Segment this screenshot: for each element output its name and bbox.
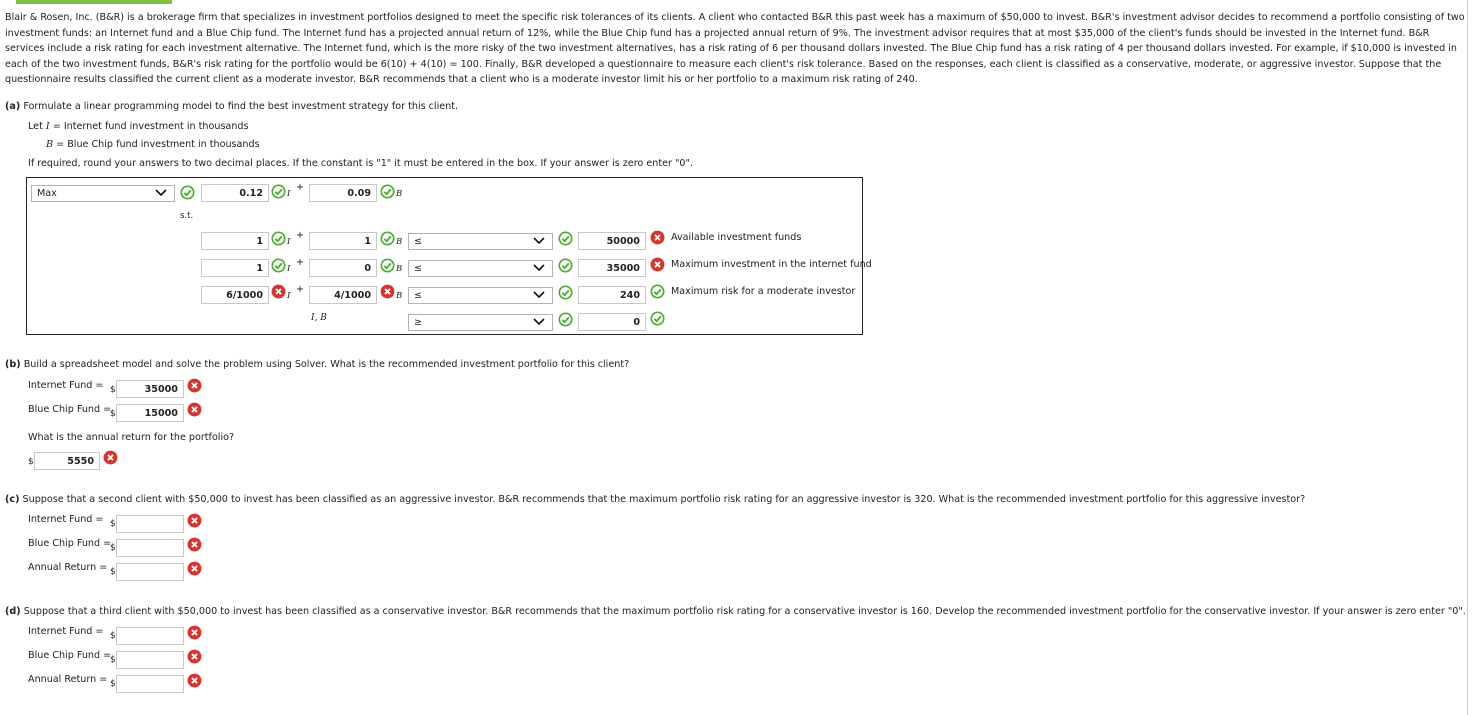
- x-circle-icon: [380, 284, 395, 299]
- constraint2-coef-i-input[interactable]: 1: [201, 259, 269, 277]
- constraint1-operator-select[interactable]: ≤: [408, 233, 553, 250]
- part-a-instructions: If required, round your answers to two decimal places. If the constant is "1" it must be entered in the box. If your answer is zero enter "0".: [28, 158, 693, 169]
- part-a-question: (a) Formulate a linear programming model to find the best investment strategy for this client.: [5, 101, 459, 112]
- var-b-label: B: [396, 291, 403, 301]
- b-internet-fund-input[interactable]: 35000: [116, 380, 184, 398]
- plus-sign: +: [296, 182, 305, 193]
- x-circle-icon: [103, 450, 118, 465]
- bluechip-fund-label: Blue Chip Fund =: [28, 538, 112, 549]
- check-circle-icon: [380, 184, 395, 199]
- x-circle-icon: [187, 378, 202, 393]
- var-i-label: I: [287, 237, 291, 247]
- x-circle-icon: [650, 230, 665, 245]
- x-circle-icon: [187, 625, 202, 640]
- c-internet-fund-input[interactable]: [116, 515, 184, 533]
- check-circle-icon: [271, 231, 286, 246]
- x-circle-icon: [650, 257, 665, 272]
- check-circle-icon: [271, 258, 286, 273]
- currency-symbol: $: [110, 567, 116, 577]
- var-i-label: I: [287, 189, 291, 199]
- check-circle-icon: [380, 231, 395, 246]
- currency-symbol: $: [110, 655, 116, 665]
- constraint2-coef-b-input[interactable]: 0: [309, 259, 377, 277]
- check-circle-icon: [380, 258, 395, 273]
- check-circle-icon: [558, 285, 573, 300]
- c-bluechip-fund-input[interactable]: [116, 539, 184, 557]
- nonneg-operator-select[interactable]: ≥: [408, 314, 553, 331]
- constraint2-description: Maximum investment in the internet fund: [671, 259, 872, 270]
- chevron-down-icon: [532, 289, 546, 301]
- chevron-down-icon: [532, 262, 546, 274]
- right-border: [1467, 0, 1468, 715]
- check-circle-icon: [558, 231, 573, 246]
- currency-symbol: $: [28, 457, 34, 467]
- let-b-definition: B = Blue Chip fund investment in thousands: [46, 139, 260, 150]
- objective-coef-i-input[interactable]: 0.12: [201, 184, 269, 202]
- b-bluechip-fund-input[interactable]: 15000: [116, 404, 184, 422]
- constraint1-rhs-input[interactable]: 50000: [578, 232, 646, 250]
- chevron-down-icon: [532, 316, 546, 328]
- var-b-label: B: [396, 264, 403, 274]
- d-annual-return-input[interactable]: [116, 675, 184, 693]
- check-circle-icon: [650, 311, 665, 326]
- x-circle-icon: [271, 284, 286, 299]
- plus-sign: +: [296, 230, 305, 241]
- currency-symbol: $: [110, 543, 116, 553]
- x-circle-icon: [187, 673, 202, 688]
- var-b-label: B: [396, 237, 403, 247]
- constraint1-coef-b-input[interactable]: 1: [309, 232, 377, 250]
- x-circle-icon: [187, 513, 202, 528]
- constraint2-rhs-input[interactable]: 35000: [578, 259, 646, 277]
- x-circle-icon: [187, 537, 202, 552]
- nonneg-vars-label: I, B: [311, 313, 327, 323]
- constraint2-operator-select[interactable]: ≤: [408, 260, 553, 277]
- internet-fund-label: Internet Fund =: [28, 626, 104, 637]
- x-circle-icon: [187, 561, 202, 576]
- b-annual-return-input[interactable]: 5550: [34, 452, 100, 470]
- constraint1-description: Available investment funds: [671, 232, 802, 243]
- check-circle-icon: [180, 185, 195, 200]
- currency-symbol: $: [110, 631, 116, 641]
- internet-fund-label: Internet Fund =: [28, 380, 104, 391]
- annual-return-label: Annual Return =: [28, 562, 108, 573]
- check-circle-icon: [558, 312, 573, 327]
- chevron-down-icon: [154, 187, 168, 199]
- objective-sense-select[interactable]: Max: [31, 185, 175, 202]
- annual-return-label: Annual Return =: [28, 674, 108, 685]
- constraint3-operator-select[interactable]: ≤: [408, 287, 553, 304]
- bluechip-fund-label: Blue Chip Fund =: [28, 650, 112, 661]
- check-circle-icon: [650, 284, 665, 299]
- part-c-question: (c) Suppose that a second client with $50,000 to invest has been classified as an aggressive investor. B&R recommends that the maximum portfolio risk rating for an aggressive investor is 320. What is the recommended investment portfolio for this aggressive investor?: [5, 494, 1306, 505]
- currency-symbol: $: [110, 519, 116, 529]
- check-circle-icon: [558, 258, 573, 273]
- subject-to-label: s.t.: [180, 211, 194, 221]
- var-b-label: B: [396, 189, 403, 199]
- constraint3-coef-i-input[interactable]: 6/1000: [201, 286, 269, 304]
- d-internet-fund-input[interactable]: [116, 627, 184, 645]
- c-annual-return-input[interactable]: [116, 563, 184, 581]
- plus-sign: +: [296, 257, 305, 268]
- problem-statement: Blair & Rosen, Inc. (B&R) is a brokerage firm that specializes in investment portfolios designed to meet the specific risk tolerances of its clients. A client who contacted B&R this past week has a maximum of $50,000 to invest. B&R's investment advisor decides to recommend a portfolio consisting of two investment funds: an Internet fund and a Blue Chip fund. The Internet fund has a projected annual return of 12%, while the Blue Chip fund has a projected annual return of 9%. The investment advisor requires that at most $35,000 of the client's funds should be invested in the Internet fund. B&R services include a risk rating for each investment alternative. The Internet fund, which is the more risky of the two investment alternatives, has a risk rating of 6 per thousand dollars invested. The Blue Chip fund has a risk rating of 4 per thousand dollars invested. For example, if $10,000 is invested in each of the two investment funds, B&R's risk rating for the portfolio would be 6(10) + 4(10) = 100. Finally, B&R developed a questionnaire to measure each client's risk tolerance. Based on the responses, each client is classified as a conservative, moderate, or aggressive investor. Suppose that the questionnaire results classified the current client as a moderate investor. B&R recommends that a client who is a moderate investor limit his or her portfolio to a maximum risk rating of 240.: [5, 12, 1465, 86]
- x-circle-icon: [187, 649, 202, 664]
- objective-coef-b-input[interactable]: 0.09: [309, 184, 377, 202]
- annual-return-question: What is the annual return for the portfolio?: [28, 432, 235, 443]
- part-b-question: (b) Build a spreadsheet model and solve the problem using Solver. What is the recommended investment portfolio for this client?: [5, 359, 630, 370]
- part-d-question: (d) Suppose that a third client with $50,000 to invest has been classified as a conservative investor. B&R recommends that the maximum portfolio risk rating for a conservative investor is 160. Develop the recommended investment portfolio for the conservative investor. If your answer is zero enter "0".: [5, 606, 1466, 617]
- check-circle-icon: [271, 184, 286, 199]
- var-i-label: I: [287, 264, 291, 274]
- currency-symbol: $: [110, 679, 116, 689]
- bluechip-fund-label: Blue Chip Fund =: [28, 404, 112, 415]
- constraint3-coef-b-input[interactable]: 4/1000: [309, 286, 377, 304]
- nonneg-rhs-input[interactable]: 0: [578, 313, 646, 331]
- chevron-down-icon: [532, 235, 546, 247]
- constraint3-description: Maximum risk for a moderate investor: [671, 286, 856, 297]
- plus-sign: +: [296, 284, 305, 295]
- progress-bar: [16, 0, 172, 4]
- currency-symbol: $: [110, 409, 116, 419]
- x-circle-icon: [187, 402, 202, 417]
- d-bluechip-fund-input[interactable]: [116, 651, 184, 669]
- internet-fund-label: Internet Fund =: [28, 514, 104, 525]
- constraint3-rhs-input[interactable]: 240: [578, 286, 646, 304]
- constraint1-coef-i-input[interactable]: 1: [201, 232, 269, 250]
- var-i-label: I: [287, 291, 291, 301]
- currency-symbol: $: [110, 385, 116, 395]
- let-i-definition: Let I = Internet fund investment in thousands: [28, 121, 249, 132]
